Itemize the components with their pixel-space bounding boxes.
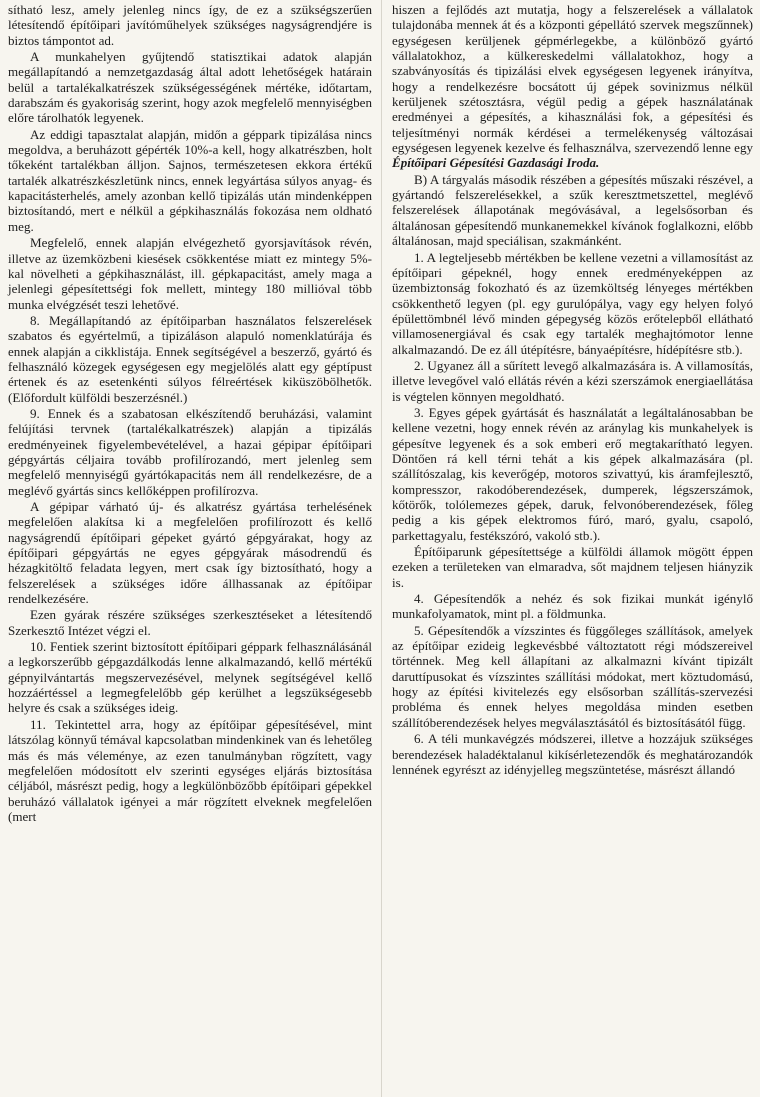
left-column [8,2,372,825]
paragraph [392,2,753,171]
paragraph: 2. Ugyanez áll a sűrített levegő alkalmazására is. A villamosítás, illetve levegővel való ellátás révén a kézi szerszámok energiaellátása is végtelen könnyen megoldható. [392,357,753,404]
office-name: Építőipari Gépesítési Gazdasági Iroda. [392,155,600,171]
right-column [392,2,753,778]
paragraph: A munkahelyen gyűjtendő statisztikai adatok alapján megállapítandó a nemzetgazdaság által adott lehetőségek határain belül a tartalékalkatrészek szükségességének mértéke, időtartam, darabszám és gyakoriság szerint, hogy azok megfelelő mennyiségben előre tárolhatók legyenek. [8,49,372,126]
paragraph: Ezen gyárak részére szükséges szerkesztéseket a létesítendő Szerkesztő Intézet végzi el. [8,607,372,638]
paragraph: 5. Gépesítendők a vízszintes és függőleges szállítások, amelyek az építőipar ezideig legkevésbbé változtatott régi módszereivel történnek. Meg kell állapítani az alkalmazni kívánt tipizált daruttípusokat és vízszintes szállítási módokat, mert köztudomású, hogy az építési kivitelezés egy elsősorban szállítás-szervezési probléma és ennek helyes megoldása minden esetben szállítóberendezések helyes megválasztásától és biztosításától függ. [392,622,753,730]
paragraph: 9. Ennek és a szabatosan elkészítendő beruházási, valamint felújítási tervnek (tartalékalkatrészek) alapján a tipizálás eredményeinek figyelembevételével, a hazai gépipar építőipari gépgyártás céljaira tovább profilírozandó, mert jelenleg sem megfelelő mennyiségű gyártókapacitás nem áll rendelkezésre, de a meglévő gyártás sincs kellőképpen profilírozva. [8,405,372,498]
paragraph: 3. Egyes gépek gyártását és használatát a legáltalánosabban be kellene vezetni, hogy ennek révén az aránylag kis munkahelyek is gépesítve legyenek és a sok emberi erő megtakarítható legyen. Döntően rá kell térni tehát a kis gépek alkalmazására (pl. szállítószalag, kis keverőgép, motoros szivattyú, kis áramfejlesztő, kompresszor, rakodóberendezések, dumperek, légszerszámok, kőtörők, tolólemezes gépek, daruk, felvonóberendezések, főleg pedig a kis gépek elektromos fúró, maró, gyalu, csapoló, parkettagyalu, festékszóró, vakoló stb.). [392,404,753,543]
paragraph: Megfelelő, ennek alapján elvégezhető gyorsjavítások révén, illetve az üzemközbeni kiesések csökkentése miatt ez mintegy 5%-kal növelheti a gépkihasználást, ill. gépkapacitást, amely maga a jelenlegi gépesítettségi fok mellett, mintegy 180 millióval több munka elvégzését teszi lehetővé. [8,235,372,312]
paragraph: 10. Fentiek szerint biztosított építőipari géppark felhasználásánál a legkorszerűbb gépgazdálkodás lenne alkalmazandó, kellő mértékű gépnyilvántartás megszervezésével, melynek segítségével kellő hozzáértéssel a legmegfelelőbb gép kerülhet a legszükségesebb helyre és csak a szükséges ideig. [8,639,372,716]
paragraph: Az eddigi tapasztalat alapján, midőn a géppark tipizálása nincs megoldva, a beruházott gépérték 10%-a kell, hogy alkatrészben, holt tőkeként tartalékban álljon. Sajnos, természetesen ekkora értékű tartalék alkatrészkészletünk nincs, ennek legyártása súlyos anyag- és kapacitásterhelés, amely azonban kellő tipizálás után mindenképpen biztosítandó, mert e nélkül a gépkihasználás fokozása nem oldható meg. [8,126,372,234]
paragraph: 1. A legteljesebb mértékben be kellene vezetni a villamosítást az építőipari gépeknél, hogy ennek eredményeképpen az üzembiztonság fokozható és az üzemköltség lényeges mértékben csökkenthető legyen (pl. egy gurulópálya, vagy egy helyen folyó épülettömbnél lévő minden gépegység közös erőtelepből ellátható villamosenergiával és csak egy tartalék meghajtómotor lenne alkalmazandó. De ez áll útépítésre, bányaépítésre, hídépítésre stb.). [392,249,753,357]
paragraph: 4. Gépesítendők a nehéz és sok fizikai munkát igénylő munkafolyamatok, mint pl. a földmunka. [392,591,753,622]
column-gutter [381,0,382,1097]
paragraph: 6. A téli munkavégzés módszerei, illetve a hozzájuk szükséges berendezések haladéktalanul kikísérletezendők és meghatározandók lennének egyrészt az idényjelleg megszüntetése, másrészt állandó [392,731,753,777]
paragraph: A gépipar várható új- és alkatrész gyártása terhelésének megfelelően alakítsa ki a megfelelően profilírozott és kellő nagyságrendű építőipari gépeket gyártó gépgyárakat, hogy az építőipari gépgyártás ne egyes gépgyárak másodrendű és hézagkitöltő feladata legyen, mert csak így biztosítható, hogy a felszerelések a szükséges időre állhassanak az építőipar rendelkezésére. [8,499,372,607]
paragraph: 8. Megállapítandó az építőiparban használatos felszerelések szabatos és egyértelmű, a tipizáláson alapuló nomenklatúrája és ennek alapján a cikklistája. Ennek segítségével a beszerző, gyártó és felhasználó közegek egységesen egy megjelölés alatt egy géptípust értenek és az esetenkénti súlyos félreértések kiküszöbölhetők. (Előfordult külföldi beszerzésnél.) [8,312,372,405]
paragraph-text: hiszen a fejlődés azt mutatja, hogy a felszerelések a vállalatok tulajdonába mennek át és a központi gépellátó szervek megszűnnek) egységesen kerüljenek gépmérlegekbe, a különböző gyártó vállalatokhoz, a külkereskedelmi vállalatokhoz, hogy a szabványosítás és tipizálási elvek egységesen legyenek irányítva, hogy a rendelkezésre bocsátott új gépek sovinizmus nélkül kerüljenek szétosztásra, végül pedig a gépek használatának eredményei a gépesítés, a kihasználási fok, a gépesítési és teljesítményi normák kérdései a termelékenység változásai egységesen legyenek kezelve és felhasználva, szervezendő lenne egy [392,2,753,156]
paragraph: Építőiparunk gépesítettsége a külföldi államok mögött éppen ezeken a területeken van elmaradva, sőt majdnem teljesen hiányzik is. [392,544,753,590]
paragraph: sítható lesz, amely jelenleg nincs így, de ez a szükségszerűen létesítendő építőipari javítóműhelyek szükséges nagyságrendjére is biztos támpontot ad. [8,2,372,48]
paragraph: 11. Tekintettel arra, hogy az építőipar gépesítésével, mint látszólag könnyű témával kapcsolatban mindenkinek van és lehetőleg más és más véleménye, az ezen tanulmányban rögzített, vagy megfelelően módosított elv szerinti egységes eljárás biztosítása céljából, másrészt pedig, hogy a legkülönbözőbb építőipari gépekkel beruházó vállalatok igényei a már rögzített elveknek megfelelően (mert [8,716,372,824]
paragraph: B) A tárgyalás második részében a gépesítés műszaki részével, a gyártandó felszerelésekkel, a szűk keresztmetszettel, meglévő felszerelések állapotának megóvásával, a legelsősorban és általánosan gépesítendő munkanemekkel kívánok foglalkozni, előbb általánosan, majd speciálisan, szakmánként. [392,171,753,249]
